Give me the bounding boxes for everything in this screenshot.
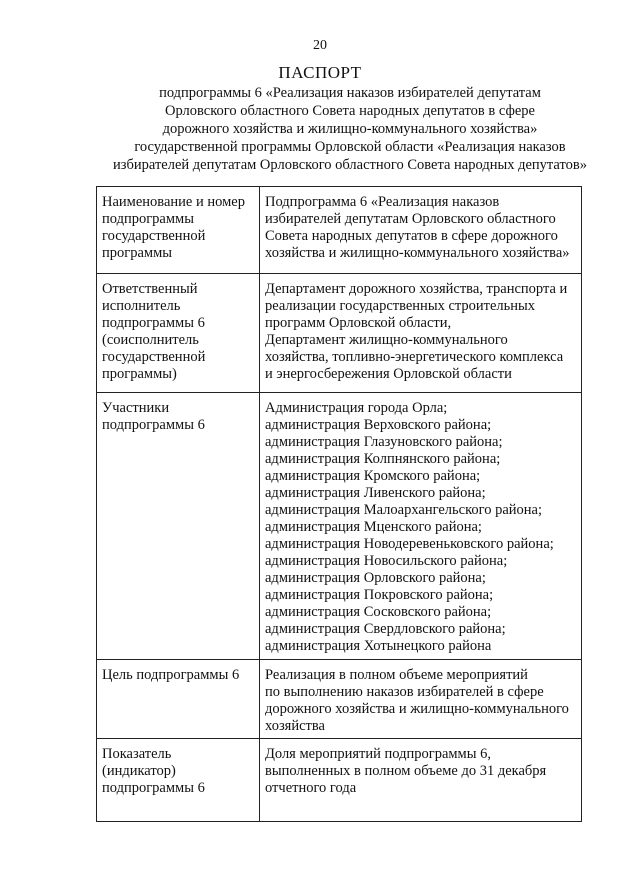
row-label-cell — [97, 274, 260, 393]
row-value-cell — [260, 187, 582, 274]
value-line: администрация Свердловского района; — [265, 621, 506, 637]
page-number: 20 — [313, 38, 327, 53]
row-value-cell — [260, 660, 582, 739]
value-line: администрация Колпнянского района; — [265, 451, 501, 467]
passport-table — [96, 186, 582, 822]
label-line: подпрограммы 6 — [102, 417, 205, 433]
row-label-cell — [97, 739, 260, 822]
value-line: администрация Кромского района; — [265, 468, 481, 484]
value-line: администрация Новодеревеньковского района; — [265, 536, 554, 552]
label-line: Наименование и номер — [102, 194, 245, 210]
value-line: администрация Глазуновского района; — [265, 434, 503, 450]
value-line: Департамент дорожного хозяйства, транспорта и — [265, 281, 568, 297]
label-line: Участники — [102, 400, 170, 416]
value-line: и энергосбережения Орловской области — [265, 366, 512, 382]
value-line: администрация Верховского района; — [265, 417, 492, 433]
value-line: хозяйства и жилищно-коммунального хозяйства» — [265, 245, 570, 261]
label-line: государственной — [102, 228, 206, 244]
value-line: администрация Сосковского района; — [265, 604, 492, 620]
subtitle-line: государственной программы Орловской области «Реализация наказов — [134, 139, 566, 155]
row-label-cell — [97, 393, 260, 660]
label-line: Показатель — [102, 746, 172, 762]
row-label-cell — [97, 187, 260, 274]
value-line: Реализация в полном объеме мероприятий — [265, 667, 528, 683]
label-line: Ответственный — [102, 281, 198, 297]
document-title: ПАСПОРТ — [278, 63, 362, 82]
label-line: подпрограммы 6 — [102, 315, 205, 331]
value-line: администрация Новосильского района; — [265, 553, 508, 569]
label-line: программы) — [102, 366, 177, 382]
label-line: (индикатор) — [102, 763, 176, 779]
value-line: избирателей депутатам Орловского областного — [265, 211, 556, 227]
value-line: Администрация города Орла; — [265, 400, 448, 416]
value-line: администрация Хотынецкого района — [265, 638, 492, 654]
value-line: Совета народных депутатов в сфере дорожного — [265, 228, 558, 244]
value-line: по выполнению наказов избирателей в сфере — [265, 684, 544, 700]
subtitle-line: Орловского областного Совета народных депутатов в сфере — [164, 103, 535, 119]
table-row-responsible-executor — [97, 274, 582, 393]
document-subtitle — [60, 84, 640, 174]
value-line: программ Орловской области, — [265, 315, 452, 331]
value-line: администрация Мценского района; — [265, 519, 482, 535]
value-line: хозяйства, топливно-энергетического комплекса — [265, 349, 564, 365]
label-line: подпрограммы 6 — [102, 780, 205, 796]
value-line: Доля мероприятий подпрограммы 6, — [265, 746, 491, 762]
value-line: Департамент жилищно-коммунального — [265, 332, 508, 348]
subtitle-line: дорожного хозяйства и жилищно-коммунального хозяйства» — [162, 121, 538, 137]
value-line: администрация Покровского района; — [265, 587, 494, 603]
subtitle-line: подпрограммы 6 «Реализация наказов избирателей депутатам — [159, 85, 541, 101]
subtitle-line: избирателей депутатам Орловского областного Совета народных депутатов» — [113, 157, 587, 173]
value-line: администрация Ливенского района; — [265, 485, 486, 501]
label-line: программы — [102, 245, 172, 261]
row-value-cell — [260, 274, 582, 393]
value-line: Подпрограмма 6 «Реализация наказов — [265, 194, 500, 210]
label-line: подпрограммы — [102, 211, 194, 227]
row-label-cell — [97, 660, 260, 739]
value-line: дорожного хозяйства и жилищно-коммунального — [265, 701, 569, 717]
value-line: реализации государственных строительных — [265, 298, 536, 314]
table-row-goal — [97, 660, 582, 739]
value-line: хозяйства — [265, 718, 325, 734]
row-value-cell — [260, 393, 582, 660]
row-value-cell — [260, 739, 582, 822]
table-row-indicator — [97, 739, 582, 822]
value-line: отчетного года — [265, 780, 357, 796]
label-line: государственной — [102, 349, 206, 365]
label-line: (соисполнитель — [102, 332, 199, 348]
value-line: администрация Орловского района; — [265, 570, 486, 586]
label-line: исполнитель — [102, 298, 181, 314]
table-row-participants — [97, 393, 582, 660]
value-line: выполненных в полном объеме до 31 декабря — [265, 763, 547, 779]
value-line: администрация Малоархангельского района; — [265, 502, 543, 518]
table-row-program-name — [97, 187, 582, 274]
label-line: Цель подпрограммы 6 — [102, 667, 240, 683]
